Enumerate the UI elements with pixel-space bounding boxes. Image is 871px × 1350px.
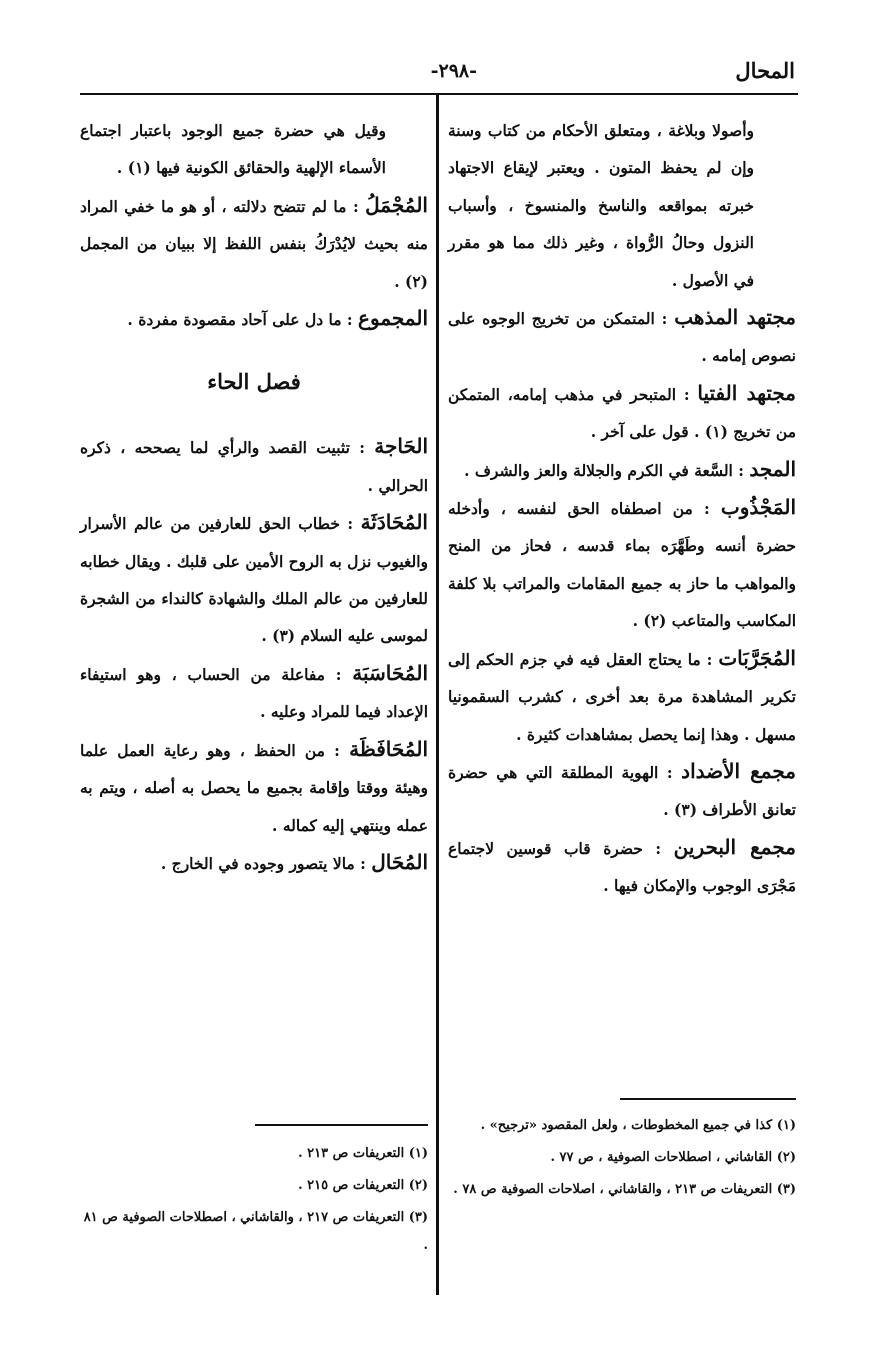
entry-text: تثبيت القصد والرأي لما يصححه ، ذكره الحرالي . xyxy=(80,438,428,495)
entry-majma-addad: مجمع الأضداد : الهوية المطلقة التي هي حضرة تعانق الأطراف (٣) . xyxy=(448,758,796,820)
entry-term: المُحَاسَبَة xyxy=(352,660,429,685)
entry-text: المتمكن من تخريج الوجوه على نصوص إمامه . xyxy=(448,309,796,366)
entry-mujtahid-madhhab: مجتهد المذهب : المتمكن من تخريج الوجوه على نصوص إمامه . xyxy=(448,305,796,366)
entry-term: مجتهد الفتيا xyxy=(697,380,796,405)
entry-text: مفاعلة من الحساب ، وهو استيفاء الإعداد فيما للمراد وعليه . xyxy=(80,664,428,722)
entry-text: من اصطفاه الحق لنفسه ، وأدخله حضرة أنسه وطَهَّرَه بماء قدسه ، فحاز من المنح والمواهب ما حاز به جميع المقامات والمراتب بلا كلفة المكاسب والمتاعب (٢) . xyxy=(448,499,796,631)
entry-term: مجتهد المذهب xyxy=(674,305,796,330)
footnote-rule-right xyxy=(620,1098,796,1100)
entry-text: خطاب الحق للعارفين من عالم الأسرار والغيوب نزل به الروح الأمين على قلبك . ويقال خطابه للعارفين من عالم الملك والشهادة كالنداء من الشجرة لموسى عليه السلام (٣) . xyxy=(80,514,428,646)
entry-muhal: المُحَال : مالا يتصور وجوده في الخارج . xyxy=(160,849,428,874)
entry-text: وأصولا وبلاغة ، ومتعلق الأحكام من كتاب وسنة وإن لم يحفظ المتون . ويعتبر لإيقاع الاجتهاد خبرته بمواقعه والناسخ والمنسوخ ، وأسباب النزول وحالُ الرُّواة ، وغير ذلك مما هو مقرر في الأصول . xyxy=(448,121,754,290)
entry-majmu: المجموع : ما دل على آحاد مقصودة مفردة . xyxy=(127,306,428,331)
page-header xyxy=(80,58,795,92)
entry-continuation xyxy=(448,112,796,299)
entry-term: المُجَرَّبَات xyxy=(718,645,796,670)
entry-text: المتبحر في مذهب إمامه، المتمكن من تخريج (١) . قول على آخر . xyxy=(448,384,796,442)
entry-majma-bahrayn: مجمع البحرين : حضرة قاب قوسين لاجتماع مَجْرَى الوجوب والإمكان فيها . xyxy=(448,834,796,896)
entry-term: المجموع xyxy=(358,306,428,331)
section-title: فصل الحاء xyxy=(207,369,301,395)
footnotes-left xyxy=(80,1140,428,1264)
footnote: (٢) التعريفات ص ٢١٥ . xyxy=(298,1178,428,1193)
page-number: -٢٩٨- xyxy=(430,60,477,82)
footnote: (٢) القاشاني ، اصطلاحات الصوفية ، ص ٧٧ . xyxy=(550,1150,796,1165)
entry-mujmal: المُجْمَلُ : ما لم تتضح دلالته ، أو هو ما خفي المراد منه بحيث لايُدْرَكُ بنفس اللفظ إلا ببيان من المجمل (٢) . xyxy=(80,192,428,291)
entry-term: مجمع الأضداد xyxy=(681,758,796,783)
entry-text: ما لم تتضح دلالته ، أو هو ما خفي المراد منه بحيث لايُدْرَكُ بنفس اللفظ إلا ببيان من المجمل (٢) . xyxy=(80,196,428,291)
entry-term: المُحَادَثَة xyxy=(360,510,428,535)
entry-term: الحَاجة xyxy=(374,434,429,459)
entry-term: المَجْذُوب xyxy=(720,495,796,520)
entry-text: وقيل هي حضرة جميع الوجود باعتبار اجتماع الأسماء الإلهية والحقائق الكونية فيها (١) . xyxy=(80,121,386,178)
entry-term: المُجْمَلُ xyxy=(365,192,428,217)
entry-muhasaba: المُحَاسَبَة : مفاعلة من الحساب ، وهو استيفاء الإعداد فيما للمراد وعليه . xyxy=(80,660,429,722)
entry-muhafaza: المُحَافَظَة : من الحفظ ، وهو رعاية العمل علما وهيئة ووقتا وإقامة بجميع ما يحصل به أصله ، ويتم به عمله وينتهي إليه كماله . xyxy=(80,736,428,835)
header-rule xyxy=(80,93,798,95)
entry-text: ما يحتاج العقل فيه في جزم الحكم إلى تكرير المشاهدة مرة بعد أخرى ، كشرب السقمونيا مسهل . وهذا إنما يحصل بمشاهدات كثيرة . xyxy=(448,649,796,744)
right-column xyxy=(448,112,796,905)
column-divider xyxy=(436,95,439,1295)
footnote: (٣) التعريفات ص ٢١٧ ، والقاشاني ، اصطلاحات الصوفية ص ٨١ . xyxy=(83,1210,428,1253)
entry-majd: المجد : السَّعة في الكرم والجلالة والعز والشرف . xyxy=(464,456,796,481)
entry-mujtahid-futya: مجتهد الفتيا : المتبحر في مذهب إمامه، المتمكن من تخريج (١) . قول على آخر . xyxy=(448,380,796,442)
entry-text: حضرة قاب قوسين لاجتماع مَجْرَى الوجوب والإمكان فيها . xyxy=(448,838,796,896)
entry-term: المُحَافَظَة xyxy=(349,736,428,761)
entry-text: مالا يتصور وجوده في الخارج . xyxy=(160,853,355,873)
footnote-rule-left xyxy=(255,1124,428,1126)
entry-text: من الحفظ ، وهو رعاية العمل علما وهيئة ووقتا وإقامة بجميع ما يحصل به أصله ، ويتم به عمله وينتهي إليه كماله . xyxy=(80,740,428,835)
left-column xyxy=(80,112,428,882)
entry-mujarrabat: المُجَرَّبَات : ما يحتاج العقل فيه في جزم الحكم إلى تكرير المشاهدة مرة بعد أخرى ، كشرب السقمونيا مسهل . وهذا إنما يحصل بمشاهدات كثيرة . xyxy=(448,645,796,744)
entry-continuation xyxy=(80,112,428,187)
entry-majdhub: المَجْذُوب : من اصطفاه الحق لنفسه ، وأدخله حضرة أنسه وطَهَّرَه بماء قدسه ، فحاز من المنح والمواهب ما حاز به جميع المقامات والمراتب بلا كلفة المكاسب والمتاعب (٢) . xyxy=(448,495,796,631)
footnote: (١) التعريفات ص ٢١٣ . xyxy=(298,1146,428,1161)
entry-term: مجمع البحرين xyxy=(673,834,796,859)
entry-text: ما دل على آحاد مقصودة مفردة . xyxy=(127,310,342,330)
footnote: (٣) التعريفات ص ٢١٣ ، والقاشاني ، اصلاحات الصوفية ص ٧٨ . xyxy=(453,1182,796,1197)
entry-muhadatha: المُحَادَثَة : خطاب الحق للعارفين من عالم الأسرار والغيوب نزل به الروح الأمين على قلبك . ويقال خطابه للعارفين من عالم الملك والشهادة كالنداء من الشجرة لموسى عليه السلام (٣) . xyxy=(80,510,428,646)
entry-haja: الحَاجة : تثبيت القصد والرأي لما يصححه ، ذكره الحرالي . xyxy=(80,434,429,495)
entry-text: السَّعة في الكرم والجلالة والعز والشرف . xyxy=(464,460,733,480)
running-title: المحال xyxy=(735,58,795,83)
footnotes-right xyxy=(448,1112,796,1208)
entry-term: المُحَال xyxy=(371,849,428,874)
entry-term: المجد xyxy=(749,456,796,481)
footnote: (١) كذا في جميع المخطوطات ، ولعل المقصود «ترجيح» . xyxy=(480,1118,796,1133)
entry-text: الهوية المطلقة التي هي حضرة تعانق الأطراف (٣) . xyxy=(448,762,796,820)
